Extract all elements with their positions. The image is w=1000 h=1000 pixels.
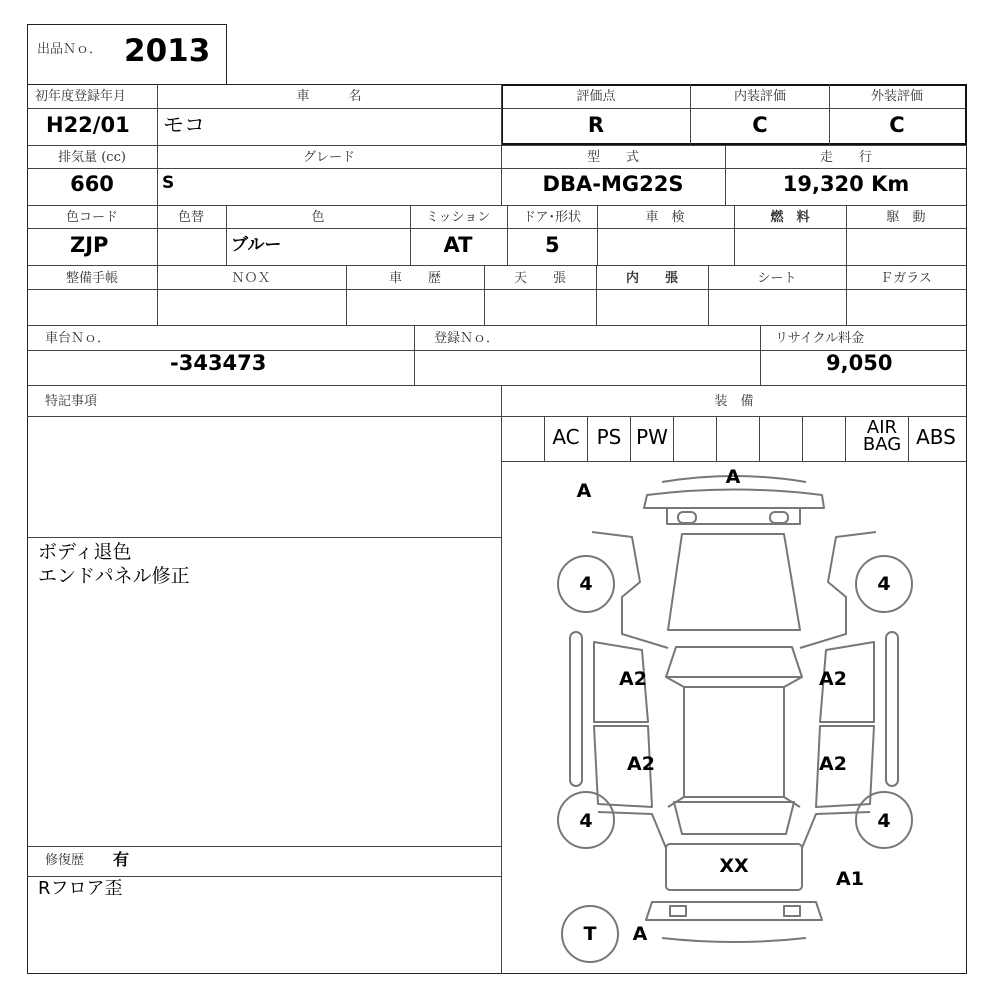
- hline: [27, 228, 967, 229]
- hline: [27, 289, 967, 290]
- transmission-value: AT: [443, 233, 473, 257]
- marker-right-rear-panel: A1: [836, 868, 864, 890]
- rear-bumper-edge: [662, 938, 806, 942]
- equip-airbag-text: AIR BAG: [862, 417, 902, 456]
- fuel-label: 燃 料: [770, 210, 810, 225]
- marker-left-front-tire: 4: [579, 573, 593, 595]
- front-grille: [667, 508, 800, 524]
- vline: [157, 265, 158, 325]
- recycle-label: リサイクル料金: [775, 331, 865, 346]
- windshield: [666, 647, 802, 677]
- hline: [27, 325, 967, 326]
- name-label: 車 名: [296, 89, 362, 104]
- lot-label: 出品Ｎｏ．: [37, 42, 103, 57]
- interior-value: C: [752, 113, 768, 137]
- registration-label: 登録Ｎｏ．: [434, 331, 500, 346]
- note-line: エンドパネル修正: [38, 565, 190, 587]
- hline: [27, 205, 967, 206]
- interior-trim-label: 内 張: [625, 271, 679, 286]
- exterior-label: 外装評価: [870, 89, 924, 104]
- hline: [27, 145, 967, 146]
- vline: [157, 145, 158, 205]
- transmission-label: ミッション: [425, 210, 491, 225]
- equip-airbag: [856, 417, 908, 456]
- vline: [157, 205, 158, 265]
- right-headlight: [770, 512, 788, 523]
- marker-right-rear-tire: 4: [877, 810, 891, 832]
- roof: [684, 687, 784, 797]
- equipment-label: 装 備: [714, 394, 754, 409]
- marker-right-front-door: A2: [819, 668, 847, 690]
- marker-left-front-door: A2: [619, 668, 647, 690]
- hline: [27, 416, 967, 417]
- vline: [734, 205, 735, 265]
- vline: [226, 205, 227, 265]
- hood: [668, 534, 800, 630]
- vline: [760, 325, 761, 385]
- colorcode-label: 色コード: [65, 210, 119, 225]
- vline: [802, 416, 803, 461]
- right-taillight: [784, 906, 800, 916]
- vline: [507, 205, 508, 265]
- year-label: 初年度登録年月: [35, 89, 127, 104]
- note-line: ボディ退色: [38, 541, 132, 563]
- history-label: 車 歴: [388, 271, 442, 286]
- hline: [27, 876, 501, 877]
- glass-label: Ｆガラス: [880, 271, 932, 286]
- marker-left-rear-tire: 4: [579, 810, 593, 832]
- colorcode-value: ZJP: [70, 233, 109, 257]
- seat-label: シート: [757, 271, 797, 286]
- hline: [27, 265, 967, 266]
- equip-ac: AC: [552, 425, 580, 449]
- marker-trunk-tag: T: [583, 923, 597, 945]
- colorchange-label: 色替: [177, 210, 205, 225]
- vline: [484, 265, 485, 325]
- vline: [587, 416, 588, 461]
- exterior-value: C: [889, 113, 905, 137]
- score-value: R: [587, 113, 605, 137]
- repair-label: 修復歴: [45, 853, 85, 868]
- left-taillight: [670, 906, 686, 916]
- equip-abs: ABS: [916, 425, 956, 449]
- vline: [501, 145, 502, 205]
- right-rear-quarter: [802, 812, 870, 848]
- vline: [157, 84, 158, 145]
- grade-label: グレード: [302, 150, 356, 165]
- marker-front-bumper: A: [725, 466, 741, 488]
- equip-pw: PW: [636, 425, 668, 449]
- model-value: DBA-MG22S: [542, 172, 684, 196]
- vline: [410, 205, 411, 265]
- right-sill: [886, 632, 898, 786]
- vline: [845, 416, 846, 461]
- model-label: 型 式: [586, 150, 640, 165]
- hline: [27, 168, 967, 169]
- vline: [759, 416, 760, 461]
- vline: [908, 416, 909, 461]
- vline: [596, 265, 597, 325]
- front-bumper: [644, 490, 824, 509]
- left-sill: [570, 632, 582, 786]
- left-headlight: [678, 512, 696, 523]
- hline: [27, 846, 501, 847]
- roof-pillars: [666, 677, 802, 807]
- chassis-label: 車台Ｎｏ．: [45, 331, 111, 346]
- color-value: ブルー: [231, 235, 282, 255]
- left-front-fender: [592, 532, 668, 648]
- repair-note: Rフロア歪: [38, 878, 123, 899]
- equip-ps: PS: [596, 425, 622, 449]
- vline: [690, 84, 691, 145]
- vline: [673, 416, 674, 461]
- vline: [597, 205, 598, 265]
- vline: [414, 325, 415, 385]
- right-front-fender: [800, 532, 876, 648]
- inspection-label: 車 検: [645, 210, 685, 225]
- vline: [346, 265, 347, 325]
- mileage-value: 19,320 Km: [782, 172, 910, 196]
- hline: [27, 537, 501, 538]
- color-label: 色: [311, 210, 325, 225]
- vline: [829, 84, 830, 145]
- marker-left-rear-door: A2: [627, 753, 655, 775]
- hline: [27, 385, 967, 386]
- score-label: 評価点: [576, 89, 616, 104]
- doors-label: ドア･形状: [522, 210, 582, 225]
- rear-glass: [674, 802, 794, 834]
- notes-text: [38, 540, 190, 588]
- name-value: モコ: [163, 113, 205, 137]
- vline: [716, 416, 717, 461]
- vline: [630, 416, 631, 461]
- rear-bumper: [646, 902, 822, 920]
- recycle-value: 9,050: [826, 351, 893, 375]
- nox-label: ＮＯＸ: [231, 271, 271, 286]
- vline: [501, 84, 502, 145]
- vline: [846, 205, 847, 265]
- vline: [725, 145, 726, 205]
- interior-label: 内装評価: [733, 89, 787, 104]
- marker-rear-bumper: A: [632, 923, 648, 945]
- maintenance-label: 整備手帳: [65, 271, 119, 286]
- displacement-label: 排気量 (cc): [58, 150, 126, 165]
- left-rear-quarter: [598, 812, 666, 848]
- marker-right-front-tire: 4: [877, 573, 891, 595]
- displacement-value: 660: [70, 172, 114, 196]
- repair-value: 有: [113, 850, 130, 869]
- grade-value: S: [162, 173, 175, 193]
- vline: [846, 265, 847, 325]
- car-diagram: [502, 462, 966, 973]
- marker-right-rear-door: A2: [819, 753, 847, 775]
- ceiling-label: 天 張: [513, 271, 567, 286]
- doors-value: 5: [545, 233, 560, 257]
- year-value: H22/01: [46, 113, 130, 137]
- drive-label: 駆 動: [886, 210, 926, 225]
- marker-front-left-corner: A: [576, 480, 592, 502]
- vline: [544, 416, 545, 461]
- lot-number: 2013: [124, 33, 211, 69]
- mileage-label: 走 行: [819, 150, 873, 165]
- chassis-value: -343473: [170, 351, 267, 375]
- marker-rear-hatch: XX: [719, 855, 749, 877]
- vline: [708, 265, 709, 325]
- notes-label: 特記事項: [45, 394, 98, 409]
